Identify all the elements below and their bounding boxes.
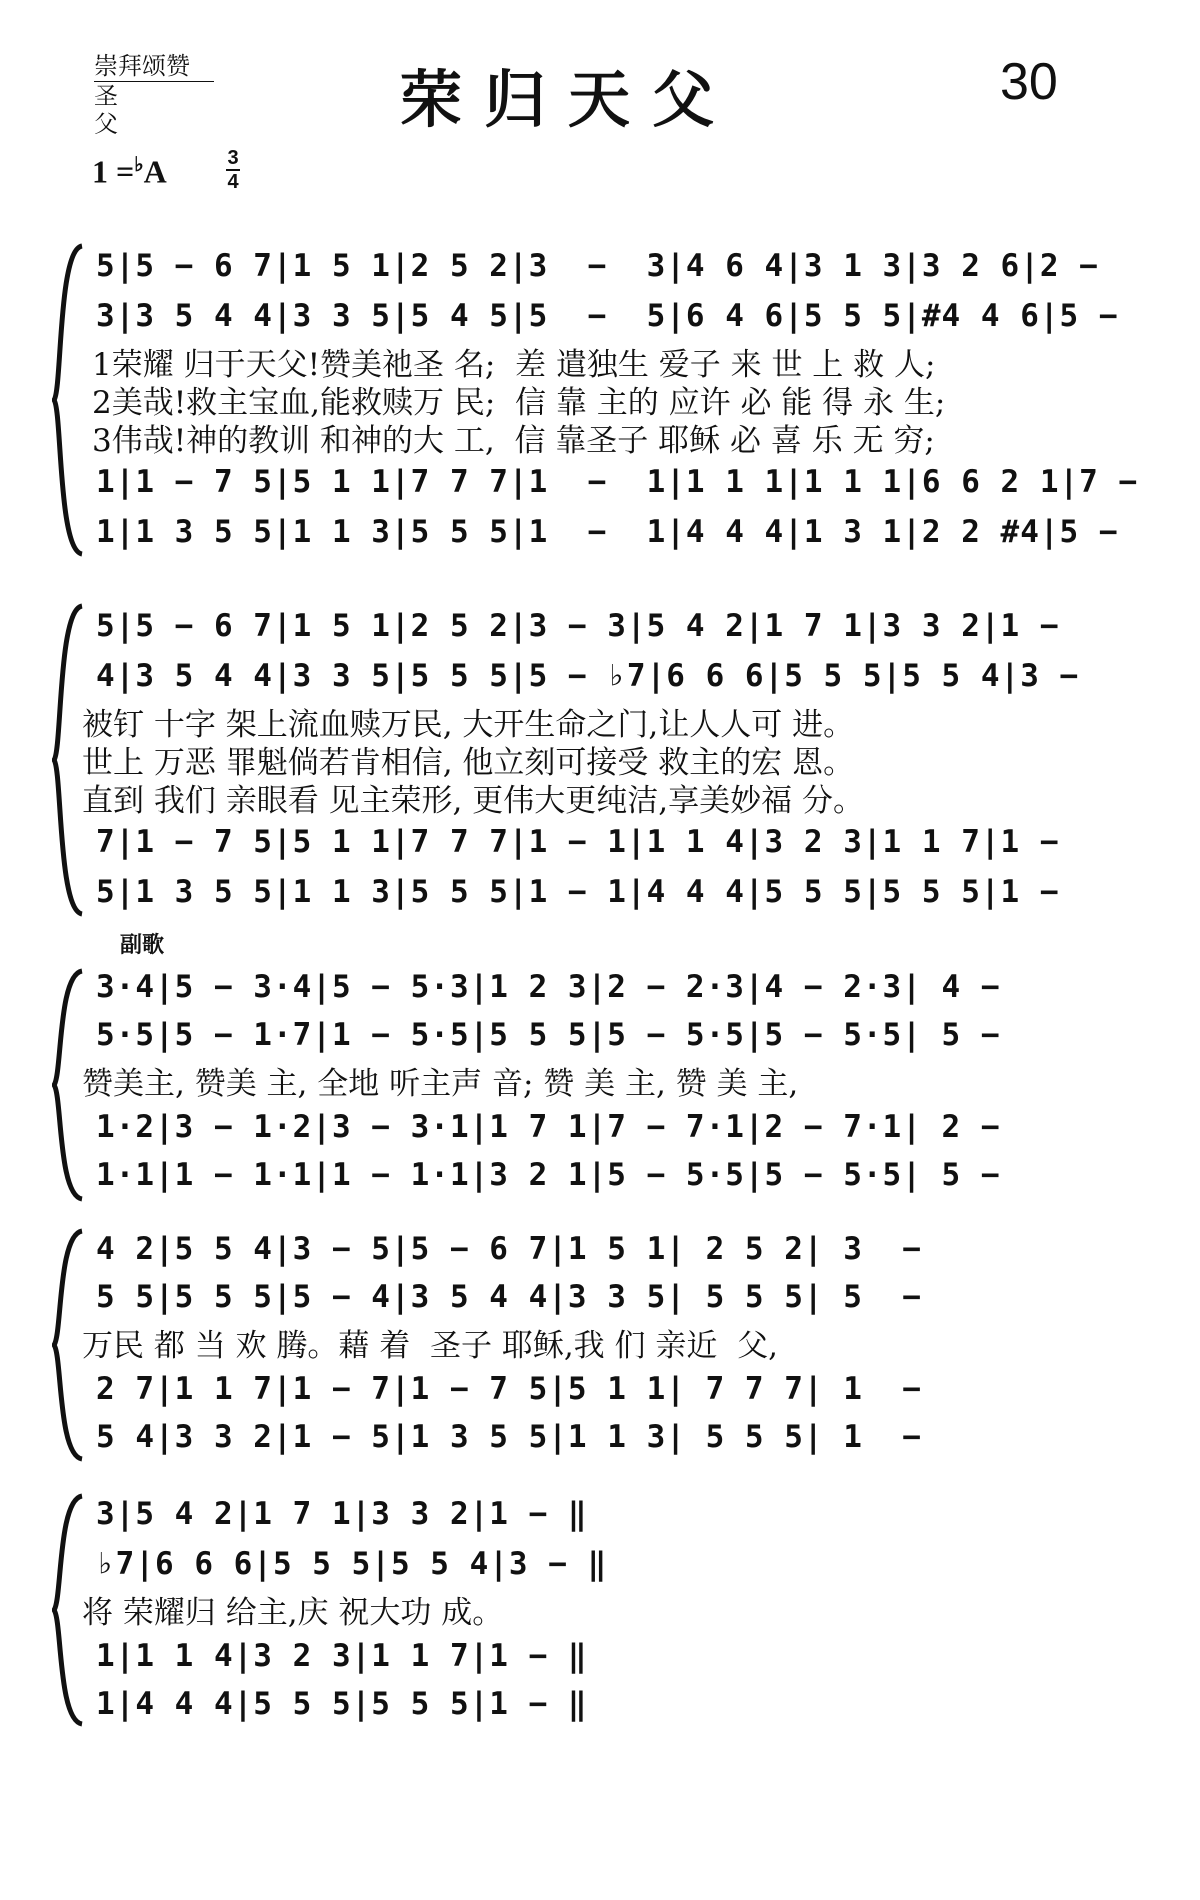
- time-denominator: 4: [227, 171, 239, 193]
- alto-line: 5 5|5 5 5|5 − 4|3 5 4 4|3 3 5| 5 5 5| 5 −: [96, 1279, 922, 1315]
- lyrics-refrain: 将 荣耀归 给主,庆 祝大功 成。: [82, 1594, 504, 1631]
- score-system-4: [52, 1225, 1152, 1465]
- time-signature: [226, 148, 240, 192]
- score-system-3: [52, 965, 1152, 1205]
- key-note: A: [143, 153, 167, 190]
- soprano-line: 5|5 − 6 7|1 5 1|2 5 2|3 − 3|4 6 4|3 1 3|3 2 6|2 −: [96, 248, 1099, 284]
- tenor-line: 1·2|3 − 1·2|3 − 3·1|1 7 1|7 − 7·1|2 − 7·1| 2 −: [96, 1109, 1001, 1145]
- flat-sign: ♭: [134, 154, 144, 176]
- bass-line: 1·1|1 − 1·1|1 − 1·1|3 2 1|5 − 5·5|5 − 5·5| 5 −: [96, 1157, 1001, 1193]
- brace-icon: [52, 240, 90, 560]
- soprano-line: 3|5 4 2|1 7 1|3 3 2|1 − ‖: [96, 1496, 588, 1532]
- refrain-label: 副歌: [120, 932, 165, 958]
- tenor-line: 2 7|1 1 7|1 − 7|1 − 7 5|5 1 1| 7 7 7| 1 −: [96, 1371, 922, 1407]
- lyrics-verse-3: 3伟哉!神的教训 和神的大 工, 信 靠圣子 耶稣 必 喜 乐 无 穷;: [92, 422, 935, 459]
- bass-line: 1|4 4 4|5 5 5|5 5 5|1 − ‖: [96, 1686, 588, 1722]
- soprano-line: 4 2|5 5 4|3 − 5|5 − 6 7|1 5 1| 2 5 2| 3 −: [96, 1231, 922, 1267]
- soprano-line: 5|5 − 6 7|1 5 1|2 5 2|3 − 3|5 4 2|1 7 1|3 3 2|1 −: [96, 608, 1060, 644]
- lyrics-refrain: 赞美主, 赞美 主, 全地 听主声 音; 赞 美 主, 赞 美 主,: [82, 1065, 799, 1102]
- lyrics-verse-1: 1荣耀 归于天父!赞美祂圣 名; 差 遣独生 爱子 来 世 上 救 人;: [92, 346, 936, 383]
- alto-line: 4|3 5 4 4|3 3 5|5 5 5|5 − ♭7|6 6 6|5 5 5|5 5 4|3 −: [96, 658, 1080, 694]
- score-system-2: [52, 600, 1152, 920]
- bass-line: 5|1 3 5 5|1 1 3|5 5 5|1 − 1|4 4 4|5 5 5|5 5 5|1 −: [96, 874, 1060, 910]
- time-numerator: 3: [227, 147, 239, 169]
- alto-line: ♭7|6 6 6|5 5 5|5 5 4|3 − ‖: [96, 1546, 608, 1582]
- tenor-line: 1|1 − 7 5|5 1 1|7 7 7|1 − 1|1 1 1|1 1 1|6 6 2 1|7 −: [96, 464, 1139, 500]
- soprano-line: 3·4|5 − 3·4|5 − 5·3|1 2 3|2 − 2·3|4 − 2·3| 4 −: [96, 969, 1001, 1005]
- hymn-title: 荣归天父: [400, 63, 737, 136]
- category-label: [94, 52, 214, 138]
- lyrics-verse-1: 被钉 十字 架上流血赎万民, 大开生命之门,让人人可 进。: [82, 706, 855, 743]
- lyrics-verse-2: 世上 万恶 罪魁倘若肯相信, 他立刻可接受 救主的宏 恩。: [82, 744, 855, 781]
- category-line-2: 圣 父: [94, 82, 156, 138]
- key-signature: [92, 152, 167, 191]
- score-system-5: [52, 1490, 752, 1730]
- score-system-1: [52, 240, 1152, 560]
- bass-line: 5 4|3 3 2|1 − 5|1 3 5 5|1 1 3| 5 5 5| 1 −: [96, 1419, 922, 1455]
- key-prefix: 1 =: [92, 153, 135, 190]
- lyrics-verse-2: 2美哉!救主宝血,能救赎万 民; 信 靠 主的 应许 必 能 得 永 生;: [92, 384, 946, 421]
- hymn-number: 30: [1000, 53, 1058, 111]
- lyrics-refrain: 万民 都 当 欢 腾。藉 着 圣子 耶稣,我 们 亲近 父,: [82, 1327, 778, 1364]
- bass-line: 1|1 3 5 5|1 1 3|5 5 5|1 − 1|4 4 4|1 3 1|2 2 #4|5 −: [96, 514, 1119, 550]
- tenor-line: 1|1 1 4|3 2 3|1 1 7|1 − ‖: [96, 1638, 588, 1674]
- lyrics-verse-3: 直到 我们 亲眼看 见主荣形, 更伟大更纯洁,享美妙福 分。: [82, 782, 864, 819]
- tenor-line: 7|1 − 7 5|5 1 1|7 7 7|1 − 1|1 1 4|3 2 3|1 1 7|1 −: [96, 824, 1060, 860]
- category-line-1: 崇拜颂赞: [94, 52, 214, 82]
- alto-line: 5·5|5 − 1·7|1 − 5·5|5 5 5|5 − 5·5|5 − 5·5| 5 −: [96, 1017, 1001, 1053]
- alto-line: 3|3 5 4 4|3 3 5|5 4 5|5 − 5|6 4 6|5 5 5|#4 4 6|5 −: [96, 298, 1119, 334]
